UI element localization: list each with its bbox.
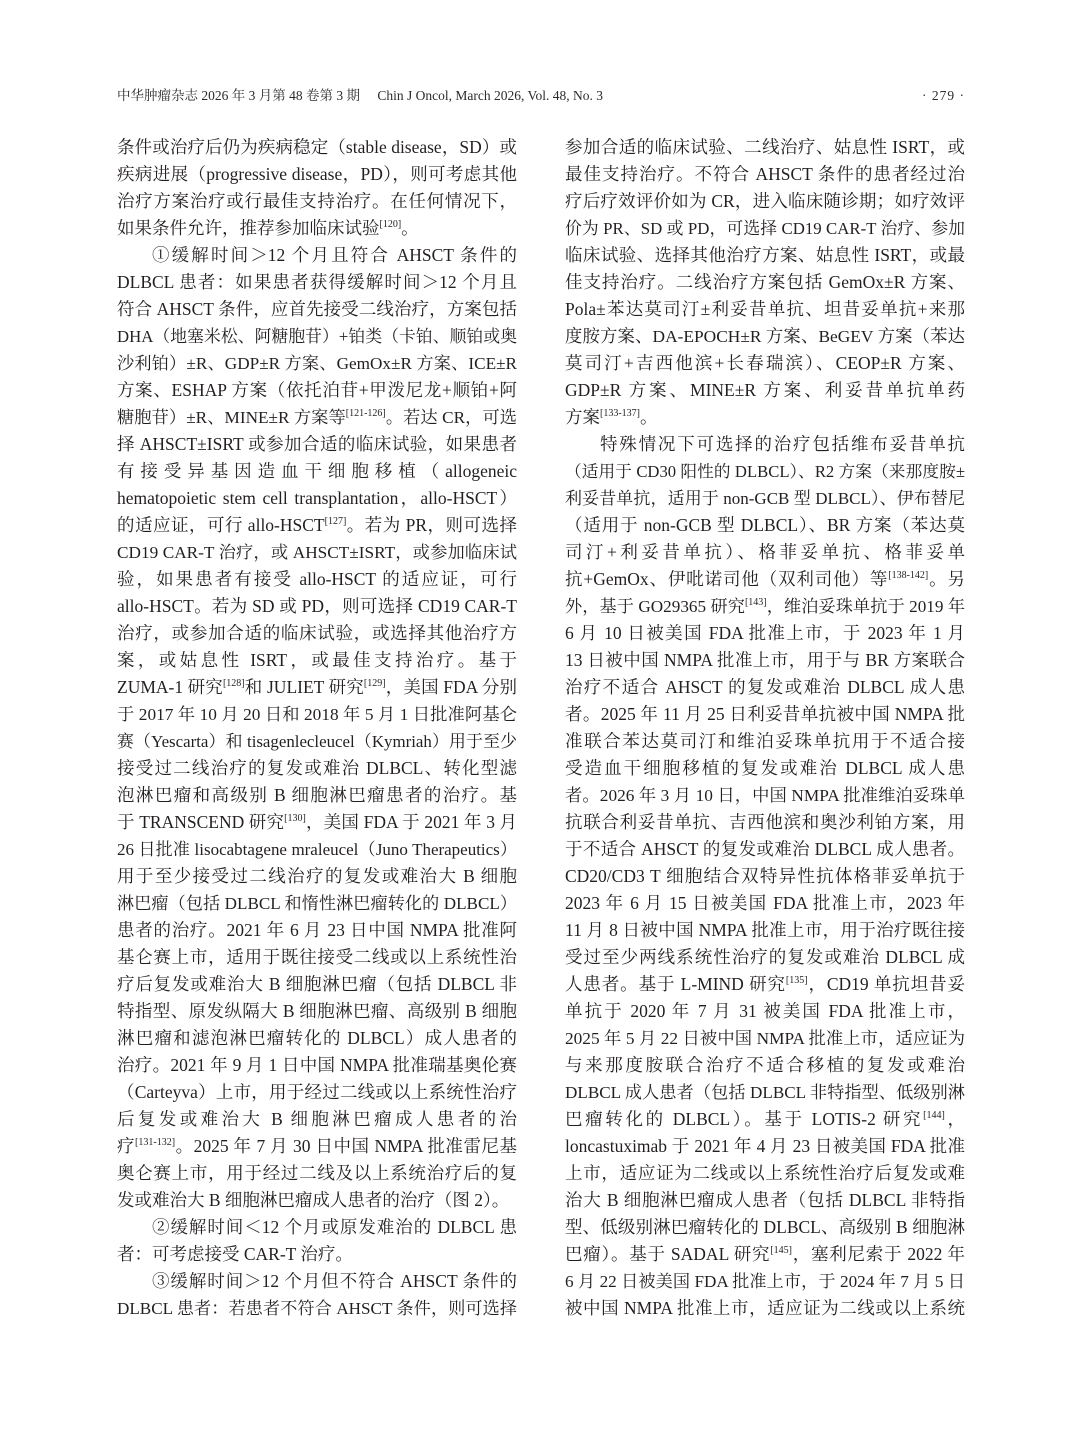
- text-run: 受过至少两线系统性治疗的复发或难治 DLBCL 成: [565, 947, 965, 967]
- text-line: [565, 728, 965, 755]
- text-line: [117, 161, 517, 188]
- text-run: 治疗方案治疗或行最佳支持治疗。在任何情况下，: [117, 191, 517, 211]
- text-line: [565, 1160, 965, 1187]
- text-run: 条件或治疗后仍为疾病稳定（stable disease，SD）或: [117, 137, 517, 157]
- text-run: 外，基于 GO29365 研究: [565, 597, 745, 616]
- text-line: [565, 431, 965, 458]
- text-run: DHA（地塞米松、阿糖胞苷）+铂类（卡铂、顺铂或奥: [117, 327, 517, 346]
- text-run: DLBCL 成人患者（包括 DLBCL 非特指型、低级别淋: [565, 1083, 965, 1102]
- text-run: hematopoietic stem cell transplantation，allo-HSCT）: [117, 488, 517, 508]
- text-run: 者。2026 年 3 月 10 日，中国 NMPA 批准维泊妥珠单: [565, 786, 965, 805]
- text-line: [117, 593, 517, 620]
- text-run: 司汀+利妥昔单抗）、格菲妥单抗、格菲妥单: [565, 542, 965, 562]
- text-line: [117, 674, 517, 701]
- text-run: 于 2017 年 10 月 20 日和 2018 年 5 月 1 日批准阿基仑: [117, 705, 517, 724]
- text-run: 发或难治大 B 细胞淋巴瘤成人患者的治疗（图 2）。: [117, 1190, 510, 1210]
- text-run: 于 TRANSCEND 研究: [117, 812, 285, 832]
- text-line: [117, 242, 517, 269]
- citation-ref: [130]: [284, 812, 306, 824]
- text-run: 疗后疗效评价如为 CR，进入临床随诊期；如疗效评: [565, 191, 965, 211]
- text-line: [117, 539, 517, 566]
- text-run: 受造血干细胞移植的复发或难治 DLBCL 成人患: [565, 758, 965, 778]
- text-line: [565, 593, 965, 620]
- text-run: 患者的治疗。2021 年 6 月 23 日中国 NMPA 批准阿: [117, 920, 517, 940]
- text-line: [565, 971, 965, 998]
- page-number: · 279 ·: [922, 88, 965, 103]
- text-line: [117, 296, 517, 323]
- text-line: [565, 350, 965, 377]
- text-line: [117, 1214, 517, 1241]
- text-run: 。2025 年 7 月 30 日中国 NMPA 批准雷尼基: [175, 1136, 518, 1156]
- text-run: CD20/CD3 T 细胞结合双特异性抗体格菲妥单抗于: [565, 866, 965, 886]
- text-line: [565, 998, 965, 1025]
- text-run: 奥仑赛上市，用于经过二线及以上系统治疗后的复: [117, 1163, 517, 1183]
- text-line: [117, 1160, 517, 1187]
- journal-title-en: Chin J Oncol, March 2026, Vol. 48, No. 3: [377, 88, 603, 103]
- citation-ref: [129]: [363, 677, 386, 689]
- text-line: [565, 458, 965, 485]
- text-line: [565, 647, 965, 674]
- text-line: [565, 188, 965, 215]
- text-run: 有接受异基因造血干细胞移植（allogeneic: [117, 461, 517, 481]
- text-run: 者。2025 年 11 月 25 日利妥昔单抗被中国 NMPA 批: [565, 704, 965, 724]
- text-run: 接受过二线治疗的复发或难治 DLBCL、转化型滤: [117, 758, 517, 778]
- text-run: 的适应证，可行 allo-HSCT: [117, 515, 325, 535]
- text-line: [117, 647, 517, 674]
- text-run: 临床试验、选择其他治疗方案、姑息性 ISRT，或最: [565, 245, 965, 265]
- text-run: 参加合适的临床试验、二线治疗、姑息性 ISRT，或: [565, 137, 965, 157]
- text-run: （Carteyva）上市，用于经过二线或以上系统性治疗: [117, 1082, 517, 1102]
- text-run: 沙利铂）±R、GDP±R 方案、GemOx±R 方案、ICE±R: [117, 354, 517, 373]
- text-line: [117, 377, 517, 404]
- citation-ref: [121-126]: [345, 407, 386, 419]
- text-run: 上市，适应证为二线或以上系统性治疗后复发或难: [565, 1163, 965, 1183]
- text-run: 2025 年 5 月 22 日被中国 NMPA 批准上市，适应证为: [565, 1029, 965, 1048]
- text-line: [117, 1079, 517, 1106]
- text-run: 如果条件允许，推荐参加临床试验: [117, 218, 380, 238]
- text-line: [565, 377, 965, 404]
- text-line: [565, 323, 965, 350]
- journal-title-cn: 中华肿瘤杂志 2026 年 3 月第 48 卷第 3 期: [117, 88, 360, 103]
- text-run: 后复发或难治大 B 细胞淋巴瘤成人患者的治: [117, 1109, 517, 1129]
- text-run: 人患者。基于 L-MIND 研究: [565, 974, 786, 994]
- text-run: 。若达 CR，可选: [385, 408, 517, 427]
- text-run: 6 月 10 日被美国 FDA 批准上市，于 2023 年 1 月: [565, 623, 965, 643]
- text-line: [565, 485, 965, 512]
- text-run: 准联合苯达莫司汀和维泊妥珠单抗用于不适合接: [565, 731, 965, 751]
- citation-ref: [138-142]: [888, 569, 929, 581]
- text-line: [565, 1052, 965, 1079]
- text-line: [117, 944, 517, 971]
- text-line: [117, 215, 517, 242]
- text-line: [565, 296, 965, 323]
- text-line: [117, 890, 517, 917]
- text-run: ，美国 FDA 分别: [385, 677, 518, 697]
- paragraph: [117, 1268, 517, 1322]
- paragraph: [117, 242, 517, 1214]
- paragraph: [117, 1214, 517, 1268]
- text-run: 糖胞苷）±R、MINE±R 方案等: [117, 408, 346, 427]
- citation-ref: [145]: [770, 1244, 792, 1256]
- text-line: [117, 1133, 517, 1160]
- text-line: [117, 836, 517, 863]
- text-run: 淋巴瘤（包括 DLBCL 和惰性淋巴瘤转化的 DLBCL）: [117, 894, 517, 913]
- text-line: [117, 512, 517, 539]
- text-run: 。: [640, 407, 658, 427]
- text-line: [117, 755, 517, 782]
- text-line: [565, 1106, 965, 1133]
- text-run: ，CD19 单抗坦昔妥: [807, 974, 965, 994]
- paragraph: [565, 134, 965, 431]
- citation-ref: [127]: [324, 515, 347, 527]
- text-run: 基仑赛上市，适用于既往接受二线或以上系统性治: [117, 947, 517, 967]
- text-run: 与来那度胺联合治疗不适合移植的复发或难治: [565, 1055, 965, 1075]
- text-line: [117, 917, 517, 944]
- text-line: [565, 512, 965, 539]
- running-header: [117, 86, 965, 106]
- text-line: [117, 1106, 517, 1133]
- text-line: [117, 809, 517, 836]
- text-run: 26 日批准 lisocabtagene mraleucel（Juno Therapeutics）: [117, 840, 517, 859]
- text-run: 方案: [565, 407, 600, 427]
- text-run: 治大 B 细胞淋巴瘤成人患者（包括 DLBCL 非特指: [565, 1190, 965, 1210]
- text-run: 和 JULIET 研究: [244, 677, 364, 697]
- text-line: [565, 1187, 965, 1214]
- text-line: [117, 566, 517, 593]
- text-run: 6 月 22 日被美国 FDA 批准上市，于 2024 年 7 月 5 日: [565, 1272, 965, 1291]
- text-line: [117, 404, 517, 431]
- text-run: 疗: [117, 1136, 136, 1156]
- paragraph: [565, 431, 965, 1322]
- text-line: [565, 620, 965, 647]
- text-line: [117, 485, 517, 512]
- text-run: 13 日被中国 NMPA 批准上市，用于与 BR 方案联合: [565, 650, 965, 670]
- text-run: 被中国 NMPA 批准上市，适应证为二线或以上系统: [565, 1298, 965, 1318]
- text-line: [117, 620, 517, 647]
- text-run: 验，如果患者有接受 allo-HSCT 的适应证，可行: [117, 569, 517, 589]
- text-run: 疗后复发或难治大 B 细胞淋巴瘤（包括 DLBCL 非: [117, 974, 517, 994]
- text-run: 。另: [928, 569, 965, 589]
- text-run: 方案、ESHAP 方案（依托泊苷+甲泼尼龙+顺铂+阿: [117, 380, 517, 400]
- text-run: 度胺方案、DA-EPOCH±R 方案、BeGEV 方案（苯达: [565, 327, 965, 346]
- text-run: 疾病进展（progressive disease，PD），则可考虑其他: [117, 164, 517, 184]
- text-run: 治疗，或参加合适的临床试验，或选择其他治疗方: [117, 623, 517, 643]
- text-run: ，: [944, 1109, 965, 1129]
- text-line: [117, 188, 517, 215]
- text-run: 赛（Yescarta）和 tisagenlecleucel（Kymriah）用于至少: [117, 732, 517, 751]
- text-run: 2023 年 6 月 15 日被美国 FDA 批准上市，2023 年: [565, 893, 965, 913]
- text-line: [117, 971, 517, 998]
- text-run: 者：可考虑接受 CAR-T 治疗。: [117, 1244, 353, 1264]
- citation-ref: [128]: [222, 677, 245, 689]
- citation-ref: [120]: [379, 218, 402, 230]
- text-run: DLBCL 患者：若患者不符合 AHSCT 条件，则可选择: [117, 1299, 517, 1318]
- text-line: [117, 863, 517, 890]
- text-line: [565, 161, 965, 188]
- text-run: ，维泊妥珠单抗于 2019 年: [766, 597, 965, 616]
- text-line: [565, 1079, 965, 1106]
- citation-ref: [133-137]: [600, 407, 640, 419]
- text-line: [565, 755, 965, 782]
- text-run: ，美国 FDA 于 2021 年 3 月: [305, 812, 517, 832]
- text-line: [117, 134, 517, 161]
- text-run: 淋巴瘤和滤泡淋巴瘤转化的 DLBCL）成人患者的: [117, 1028, 517, 1048]
- text-run: Pola±苯达莫司汀±利妥昔单抗、坦昔妥单抗+来那: [565, 299, 965, 319]
- text-line: [565, 890, 965, 917]
- text-line: [565, 917, 965, 944]
- text-line: [117, 458, 517, 485]
- text-line: [565, 809, 965, 836]
- text-run: ①缓解时间＞12 个月且符合 AHSCT 条件的: [152, 245, 517, 265]
- text-run: ZUMA-1 研究: [117, 677, 223, 697]
- text-run: CD19 CAR-T 治疗，或 AHSCT±ISRT，或参加临床试: [117, 543, 517, 562]
- text-line: [565, 1025, 965, 1052]
- text-line: [117, 1295, 517, 1322]
- text-run: （适用于 non-GCB 型 DLBCL）、BR 方案（苯达莫: [565, 515, 965, 535]
- text-run: 用于至少接受过二线治疗的复发或难治大 B 细胞: [117, 866, 517, 886]
- text-run: 抗联合利妥昔单抗、吉西他滨和奥沙利铂方案，用: [565, 812, 965, 832]
- citation-ref: [135]: [785, 974, 808, 986]
- text-line: [117, 269, 517, 296]
- text-line: [565, 944, 965, 971]
- text-line: [117, 1052, 517, 1079]
- text-run: ③缓解时间＞12 个月但不符合 AHSCT 条件的: [152, 1271, 517, 1291]
- text-line: [117, 1187, 517, 1214]
- citation-ref: [131-132]: [135, 1136, 176, 1148]
- text-run: DLBCL 患者：如果患者获得缓解时间＞12 个月且: [117, 272, 517, 292]
- text-run: 11 月 8 日被中国 NMPA 批准上市，用于治疗既往接: [565, 920, 965, 940]
- text-run: GDP±R 方案、MINE±R 方案、利妥昔单抗单药: [565, 380, 965, 400]
- text-run: ，塞利尼索于 2022 年: [791, 1244, 966, 1264]
- text-line: [565, 863, 965, 890]
- text-line: [565, 782, 965, 809]
- citation-ref: [143]: [744, 596, 767, 608]
- text-line: [565, 566, 965, 593]
- text-run: 最佳支持治疗。不符合 AHSCT 条件的患者经过治: [565, 164, 965, 184]
- text-line: [565, 836, 965, 863]
- text-line: [117, 323, 517, 350]
- text-run: 择 AHSCT±ISRT 或参加合适的临床试验，如果患者: [117, 434, 517, 454]
- text-run: 单抗于 2020 年 7 月 31 被美国 FDA 批准上市，: [565, 1001, 965, 1021]
- text-line: [565, 539, 965, 566]
- text-run: allo-HSCT。若为 SD 或 PD，则可选择 CD19 CAR-T: [117, 596, 517, 616]
- text-run: 特殊情况下可选择的治疗包括维布妥昔单抗: [600, 434, 965, 454]
- text-line: [117, 1268, 517, 1295]
- text-line: [117, 350, 517, 377]
- text-run: 价为 PR、SD 或 PD，可选择 CD19 CAR-T 治疗、参加: [565, 219, 965, 238]
- text-run: 泡淋巴瘤和高级别 B 细胞淋巴瘤患者的治疗。基: [117, 785, 517, 805]
- text-line: [565, 215, 965, 242]
- citation-ref: [144]: [923, 1109, 945, 1121]
- text-run: 利妥昔单抗，适用于 non-GCB 型 DLBCL）、伊布替尼: [565, 489, 965, 508]
- text-run: 佳支持治疗。二线治疗方案包括 GemOx±R 方案、: [565, 272, 965, 292]
- left-column: [117, 134, 517, 1322]
- text-line: [565, 674, 965, 701]
- text-run: 抗+GemOx、伊吡诺司他（双利司他）等: [565, 569, 889, 589]
- text-line: [565, 1295, 965, 1322]
- text-run: 巴瘤转化的 DLBCL）。基于 LOTIS-2 研究: [565, 1109, 924, 1129]
- text-run: 莫司汀+吉西他滨+长春瑞滨）、CEOP±R 方案、: [565, 353, 965, 373]
- text-line: [117, 431, 517, 458]
- text-run: 符合 AHSCT 条件，应首先接受二线治疗，方案包括: [117, 299, 517, 319]
- text-run: 特指型、原发纵隔大 B 细胞淋巴瘤、高级别 B 细胞: [117, 1001, 517, 1021]
- text-line: [565, 1133, 965, 1160]
- text-line: [565, 1241, 965, 1268]
- text-line: [565, 701, 965, 728]
- text-line: [565, 242, 965, 269]
- text-run: 巴瘤）。基于 SADAL 研究: [565, 1244, 771, 1264]
- text-line: [117, 1241, 517, 1268]
- text-run: 。: [401, 218, 419, 238]
- text-line: [565, 269, 965, 296]
- text-run: ②缓解时间＜12 个月或原发难治的 DLBCL 患: [152, 1217, 517, 1237]
- text-line: [565, 404, 965, 431]
- text-line: [117, 998, 517, 1025]
- text-run: 案，或姑息性 ISRT，或最佳支持治疗。基于: [117, 650, 517, 670]
- text-line: [565, 1214, 965, 1241]
- right-column: [565, 134, 965, 1322]
- text-run: 。若为 PR，则可选择: [346, 515, 517, 535]
- text-run: 治疗。2021 年 9 月 1 日中国 NMPA 批准瑞基奥伦赛: [117, 1055, 517, 1075]
- paragraph: [117, 134, 517, 242]
- text-run: 于不适合 AHSCT 的复发或难治 DLBCL 成人患者。: [565, 839, 965, 859]
- text-run: （适用于 CD30 阳性的 DLBCL）、R2 方案（来那度胺±: [565, 462, 965, 481]
- text-run: loncastuximab 于 2021 年 4 月 23 日被美国 FDA 批准: [565, 1136, 965, 1156]
- text-run: 型、低级别淋巴瘤转化的 DLBCL、高级别 B 细胞淋: [565, 1217, 965, 1237]
- text-line: [565, 1268, 965, 1295]
- text-line: [117, 1025, 517, 1052]
- text-line: [565, 134, 965, 161]
- text-line: [117, 728, 517, 755]
- text-run: 治疗不适合 AHSCT 的复发或难治 DLBCL 成人患: [565, 677, 965, 697]
- text-line: [117, 782, 517, 809]
- text-line: [117, 701, 517, 728]
